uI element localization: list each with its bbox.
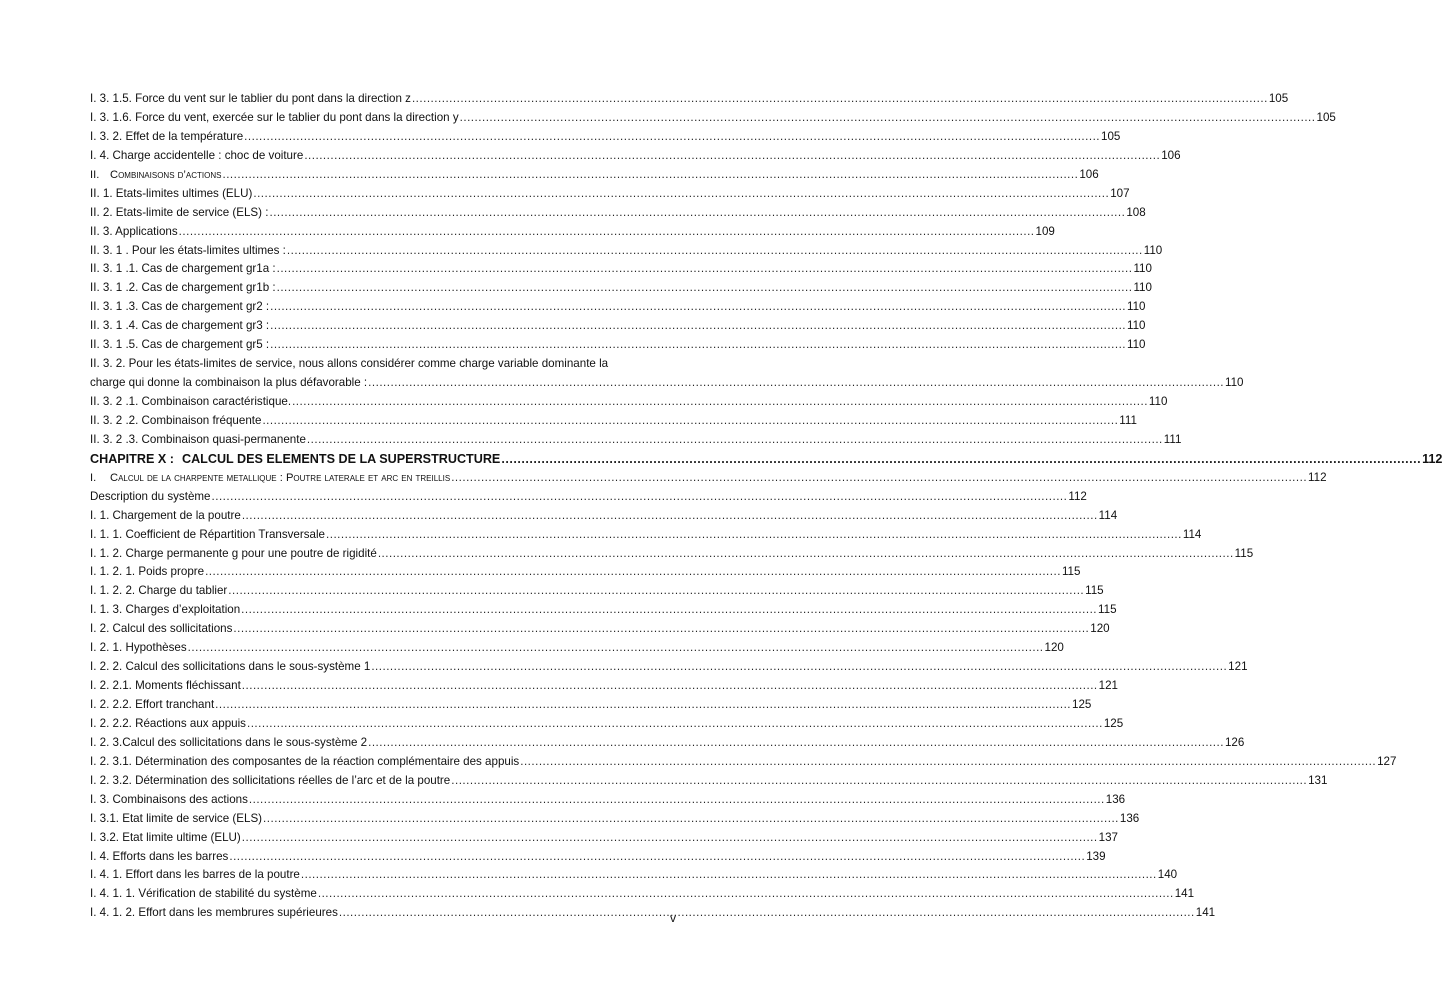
dot-leader — [451, 469, 1307, 488]
toc-entry-title — [90, 810, 262, 829]
toc-entry-title — [90, 147, 303, 166]
toc-entry[interactable] — [90, 317, 1146, 336]
dot-leader — [247, 715, 1103, 734]
toc-entry[interactable] — [90, 772, 1328, 791]
toc-entry[interactable] — [90, 90, 1289, 109]
toc-entry[interactable] — [90, 488, 1087, 507]
toc-entry-page: 125 — [1072, 698, 1092, 711]
toc-entry-text: I. 2. 2.2. Effort tranchant — [90, 698, 215, 711]
toc-entry-page: 112 — [1422, 451, 1442, 466]
toc-entry-title — [90, 848, 228, 867]
dot-leader — [501, 450, 1421, 469]
toc-entry-title — [90, 715, 246, 734]
toc-entry[interactable] — [90, 260, 1152, 279]
toc-entry-text: II. 3. 1 .1. Cas de chargement gr1a : — [90, 262, 276, 276]
dot-leader — [368, 374, 1224, 393]
toc-entry-page: 120 — [1044, 641, 1064, 655]
dot-leader — [242, 829, 1098, 848]
dot-leader — [222, 166, 1078, 185]
toc-entry-page: 110 — [1133, 262, 1152, 276]
toc-entry-page: 136 — [1119, 811, 1140, 825]
toc-entry[interactable] — [90, 147, 1181, 166]
toc-entry-text: I. 2. 2.1. Moments fléchissant — [90, 679, 241, 693]
dot-leader — [244, 128, 1100, 147]
toc-entry-title — [90, 128, 243, 147]
toc-entry[interactable] — [90, 545, 1254, 564]
toc-entry-text: II. 3. 1 .4. Cas de chargement gr3 : — [90, 319, 270, 333]
toc-entry-title — [90, 772, 450, 791]
toc-entry-title — [90, 393, 291, 412]
dot-leader — [253, 185, 1109, 204]
toc-entry-text: I. 3. 1.5. Force du vent sur le tablier du pont dans la direction z — [90, 92, 411, 105]
toc-entry-title — [90, 488, 211, 507]
toc-entry-text: CALCUL DES ELEMENTS DE LA SUPERSTRUCTURE — [181, 451, 501, 466]
toc-entry-title — [90, 450, 500, 469]
toc-entry[interactable] — [90, 109, 1336, 128]
toc-entry-title — [90, 734, 367, 753]
dot-leader — [212, 488, 1068, 507]
toc-entry-title — [90, 545, 377, 564]
dot-leader — [270, 298, 1126, 317]
dot-leader — [368, 734, 1224, 753]
dot-leader — [378, 545, 1234, 564]
toc-entry-text: I. 3.2. Etat limite ultime (ELU) — [90, 830, 241, 844]
toc-entry-text: I. 1. 2. Charge permanente g pour une poutre de rigidité — [90, 546, 377, 560]
toc-entry-text: I. 4. 1. 2. Effort dans les membrures supérieures — [90, 906, 338, 920]
toc-entry[interactable] — [90, 242, 1163, 261]
toc-entry[interactable] — [90, 848, 1106, 867]
dot-leader — [326, 526, 1182, 545]
toc-entry-page: 106 — [1161, 148, 1181, 162]
dot-leader — [242, 507, 1098, 526]
toc-entry-text: I. 2. 3.1. Détermination des composantes de la réaction complémentaire des appuis — [90, 754, 520, 768]
toc-entry-page: 105 — [1316, 110, 1336, 124]
toc-entry[interactable] — [90, 639, 1064, 658]
dot-leader — [205, 563, 1061, 582]
toc-entry[interactable] — [90, 696, 1092, 715]
toc-entry-title — [90, 185, 252, 204]
toc-entry-page: 105 — [1268, 92, 1289, 105]
toc-entry-page: 105 — [1101, 129, 1121, 143]
toc-entry-title — [90, 336, 269, 355]
toc-entry-page: 110 — [1127, 319, 1146, 333]
toc-entry-title — [90, 526, 325, 545]
toc-entry[interactable] — [90, 204, 1146, 223]
toc-entry-page: 112 — [1308, 470, 1327, 484]
toc-entry[interactable] — [90, 507, 1118, 526]
dot-leader — [339, 904, 1195, 923]
toc-entry-text: II. 3. 1 .3. Cas de chargement gr2 : — [90, 300, 270, 314]
toc-entry-text: I. 2. 3.2. Détermination des sollicitations réelles de l’arc et de la poutre — [90, 773, 451, 787]
toc-entry-title — [90, 223, 178, 242]
toc-entry-page: 110 — [1225, 376, 1244, 390]
dot-leader — [215, 696, 1071, 715]
toc-entry-label: I. — [90, 471, 97, 484]
toc-entry-title — [90, 753, 519, 772]
dot-leader — [451, 772, 1307, 791]
toc-entry-text: I. 1. 1. Coefficient de Répartition Transversale — [90, 527, 326, 541]
toc-entry-title — [90, 601, 240, 620]
dot-leader — [307, 431, 1163, 450]
toc-entry[interactable] — [90, 677, 1118, 696]
toc-entry-text: I. 1. 3. Charges d’exploitation — [90, 603, 241, 617]
toc-entry[interactable] — [90, 279, 1152, 298]
toc-entry-title — [90, 791, 248, 810]
dot-leader — [233, 620, 1089, 639]
toc-entry[interactable] — [90, 166, 1099, 185]
dot-leader — [318, 885, 1174, 904]
dot-leader — [229, 848, 1085, 867]
toc-entry-text: II. 1. Etats-limites ultimes (ELU) — [90, 186, 253, 200]
toc-entry-page: 131 — [1308, 773, 1328, 787]
toc-entry-text: Combinaisons d’actions — [110, 168, 222, 181]
toc-entry-label: CHAPITRE X : — [90, 451, 174, 466]
toc-entry-text: I. 1. 2. 2. Charge du tablier — [90, 584, 228, 598]
dot-leader — [520, 753, 1376, 772]
toc-entry-page: 125 — [1103, 716, 1124, 730]
table-of-contents — [90, 90, 1442, 923]
toc-entry-title — [90, 639, 187, 658]
toc-entry-page: 107 — [1110, 186, 1130, 200]
toc-entry[interactable] — [90, 450, 1442, 469]
toc-entry-text: I. 3. Combinaisons des actions — [90, 792, 248, 806]
toc-entry-title — [90, 431, 306, 450]
toc-entry-page: 108 — [1126, 205, 1146, 219]
toc-entry[interactable] — [90, 620, 1110, 639]
toc-entry-text: II. 3. Applications — [90, 224, 178, 238]
toc-entry[interactable] — [90, 658, 1248, 677]
toc-entry[interactable] — [90, 715, 1124, 734]
toc-entry[interactable] — [90, 753, 1397, 772]
toc-entry-title — [90, 658, 370, 677]
toc-entry-title — [90, 412, 261, 431]
dot-leader — [228, 582, 1084, 601]
toc-entry-title — [90, 866, 300, 885]
dot-leader — [179, 223, 1035, 242]
toc-entry-title — [90, 317, 269, 336]
dot-leader — [287, 242, 1143, 261]
toc-entry-page: 141 — [1174, 887, 1195, 901]
page-number: v — [670, 911, 676, 925]
toc-entry-page: 114 — [1098, 508, 1118, 522]
toc-entry[interactable] — [90, 601, 1117, 620]
toc-entry-title — [90, 563, 204, 582]
dot-leader — [262, 412, 1118, 431]
toc-entry-page: 120 — [1090, 622, 1110, 636]
toc-entry-page: 110 — [1148, 395, 1168, 408]
dot-leader — [277, 260, 1133, 279]
toc-entry-text: I. 4. 1. Effort dans les barres de la poutre — [90, 868, 300, 882]
toc-entry-text: I. 1. 2. 1. Poids propre — [90, 565, 205, 579]
toc-entry[interactable] — [90, 866, 1178, 885]
toc-entry[interactable] — [90, 374, 1244, 393]
toc-entry-text: I. 2. 2.2. Réactions aux appuis — [90, 716, 246, 730]
dot-leader — [460, 109, 1316, 128]
toc-entry-title — [90, 829, 241, 848]
toc-entry-title — [90, 355, 608, 374]
toc-entry[interactable] — [90, 393, 1168, 412]
toc-entry-text: II. 2. Etats-limite de service (ELS) : — [90, 205, 269, 219]
dot-leader — [242, 677, 1098, 696]
toc-entry-text: I. 3. 2. Effet de la température — [90, 129, 244, 143]
toc-entry-title — [90, 260, 276, 279]
dot-leader — [269, 204, 1125, 223]
toc-entry-page: 106 — [1079, 167, 1099, 181]
toc-entry-title — [90, 298, 269, 317]
toc-entry-page: 112 — [1068, 489, 1087, 503]
dot-leader — [249, 791, 1105, 810]
dot-leader — [292, 393, 1148, 412]
toc-entry-page: 121 — [1098, 679, 1118, 693]
toc-entry[interactable] — [90, 791, 1126, 810]
dot-leader — [412, 90, 1268, 109]
toc-entry[interactable] — [90, 469, 1327, 488]
toc-entry-label: II. — [90, 168, 100, 181]
toc-entry-text: I. 4. Charge accidentelle : choc de voiture — [90, 148, 304, 162]
toc-entry-title — [90, 204, 268, 223]
dot-leader — [188, 639, 1044, 658]
toc-entry-page: 115 — [1061, 565, 1081, 579]
toc-entry-title — [90, 469, 450, 488]
toc-entry-title — [90, 904, 338, 923]
toc-entry-title — [90, 507, 241, 526]
toc-entry-page: 136 — [1105, 792, 1126, 806]
toc-entry[interactable] — [90, 298, 1146, 317]
toc-entry-text: II. 3. 1 .5. Cas de chargement gr5 : — [90, 338, 270, 352]
toc-entry-page: 109 — [1035, 224, 1055, 238]
toc-entry-text: I. 3. 1.6. Force du vent, exercée sur le tablier du pont dans la direction y — [90, 110, 459, 124]
toc-entry-page: 127 — [1377, 754, 1397, 768]
dot-leader — [371, 658, 1227, 677]
toc-entry[interactable] — [90, 885, 1195, 904]
toc-entry[interactable] — [90, 526, 1202, 545]
dot-leader — [263, 810, 1119, 829]
toc-entry[interactable] — [90, 336, 1146, 355]
toc-entry-page: 111 — [1119, 413, 1137, 427]
dot-leader — [270, 336, 1126, 355]
toc-entry[interactable] — [90, 128, 1121, 147]
toc-entry-text: Description du système — [90, 489, 211, 503]
toc-entry-page: 139 — [1086, 849, 1106, 863]
toc-entry-page: 111 — [1163, 432, 1182, 446]
toc-entry-text: II. 3. 2 .1. Combinaison caractéristique. — [90, 395, 292, 408]
toc-entry-title — [90, 166, 221, 185]
toc-entry-title — [90, 279, 276, 298]
toc-entry[interactable] — [90, 904, 1216, 923]
toc-entry-text: I. 2. 3.Calcul des sollicitations dans le sous-système 2 — [90, 735, 368, 749]
toc-entry-page: 126 — [1224, 735, 1245, 749]
toc-entry-title — [90, 582, 227, 601]
toc-entry-title — [90, 885, 317, 904]
toc-entry-page: 121 — [1228, 660, 1248, 674]
toc-entry[interactable] — [90, 185, 1130, 204]
dot-leader — [270, 317, 1126, 336]
toc-entry-text: II. 3. 1 .2. Cas de chargement gr1b : — [90, 281, 276, 295]
toc-entry-title — [90, 696, 214, 715]
toc-entry-text: I. 2. 1. Hypothèses — [90, 641, 187, 655]
toc-entry[interactable] — [90, 582, 1104, 601]
toc-entry-page: 115 — [1098, 603, 1117, 617]
dot-leader — [277, 279, 1133, 298]
toc-entry-text: II. 3. 1 . Pour les états-limites ultimes : — [90, 243, 286, 257]
toc-entry-title — [90, 90, 411, 109]
toc-entry-text: I. 1. Chargement de la poutre — [90, 508, 241, 522]
dot-leader — [301, 866, 1157, 885]
toc-entry-page: 110 — [1127, 338, 1146, 352]
toc-entry-page: 141 — [1195, 906, 1216, 920]
toc-entry-page: 110 — [1143, 243, 1163, 257]
toc-entry-title — [90, 374, 367, 393]
toc-entry-text: I. 2. Calcul des sollicitations — [90, 622, 233, 636]
toc-entry[interactable] — [90, 810, 1140, 829]
toc-entry-text: I. 4. Efforts dans les barres — [90, 849, 229, 863]
toc-entry-text: Calcul de la charpente metallique : Poutre laterale et arc en treillis — [110, 471, 451, 484]
toc-entry-page: 137 — [1098, 830, 1118, 844]
toc-entry-title — [90, 677, 241, 696]
toc-entry-page: 114 — [1182, 527, 1202, 541]
toc-entry[interactable] — [90, 563, 1081, 582]
toc-entry-text: charge qui donne la combinaison la plus défavorable : — [90, 376, 368, 390]
toc-entry-page: 115 — [1085, 584, 1104, 598]
toc-entry[interactable] — [90, 734, 1245, 753]
dot-leader — [304, 147, 1160, 166]
toc-entry[interactable] — [90, 829, 1118, 848]
toc-entry-title — [90, 109, 459, 128]
toc-entry-text: I. 4. 1. 1. Vérification de stabilité du système — [90, 887, 317, 901]
toc-entry-text: I. 3.1. Etat limite de service (ELS) — [90, 811, 263, 825]
toc-entry[interactable] — [90, 431, 1182, 450]
toc-entry-text: II. 3. 2. Pour les états-limites de service, nous allons considérer comme charge variable dominante la — [90, 357, 609, 371]
toc-entry-page: 115 — [1234, 546, 1254, 560]
toc-entry[interactable] — [90, 412, 1137, 431]
toc-entry-page: 140 — [1157, 868, 1178, 882]
toc-entry[interactable] — [90, 355, 676, 374]
toc-entry-text: II. 3. 2 .3. Combinaison quasi-permanente — [90, 432, 306, 446]
dot-leader — [241, 601, 1097, 620]
toc-entry-page: 110 — [1127, 300, 1146, 314]
toc-entry-page: 110 — [1133, 281, 1152, 295]
toc-entry[interactable] — [90, 223, 1055, 242]
toc-entry-text: II. 3. 2 .2. Combinaison fréquente — [90, 413, 262, 427]
toc-entry-title — [90, 242, 286, 261]
toc-entry-text: I. 2. 2. Calcul des sollicitations dans le sous-système 1 — [90, 660, 371, 674]
toc-entry-title — [90, 620, 232, 639]
